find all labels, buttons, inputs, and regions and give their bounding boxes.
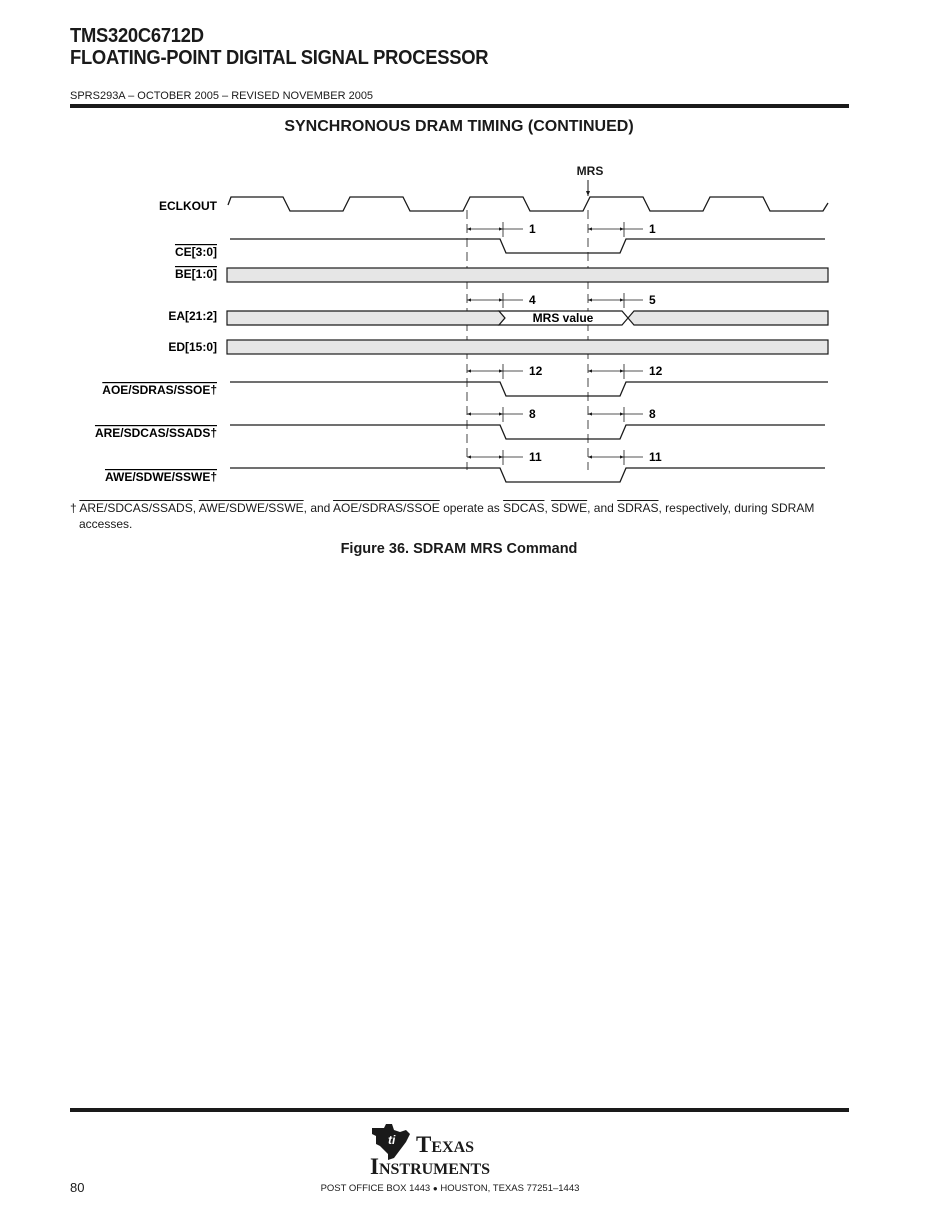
logo-line-1: Texas — [416, 1132, 475, 1157]
footnote-text: , and — [303, 501, 334, 515]
footnote-signal-aoe: AOE/SDRAS/SSOE — [333, 501, 440, 515]
header-rule — [70, 104, 849, 108]
footnote-text: , respectively, during SDRAM — [658, 501, 815, 515]
awe-waveform — [230, 468, 825, 482]
address-po-box: POST OFFICE BOX 1443 — [320, 1183, 431, 1194]
footnote-line-2: accesses. — [79, 517, 133, 531]
signal-label-aoe: AOE/SDRAS/SSOE† — [102, 383, 217, 397]
footnote-text: operate as — [439, 501, 504, 515]
logo-line-2: Instruments — [370, 1154, 491, 1179]
mrs-command-label: MRS — [576, 164, 604, 178]
timing-label-ce-left: 1 — [529, 222, 536, 236]
section-title: SYNCHRONOUS DRAM TIMING (CONTINUED) — [284, 118, 634, 135]
footnote-sdwe: SDWE — [551, 501, 588, 515]
timing-label-are-right: 8 — [649, 407, 656, 421]
footnote-sdras: SDRAS — [617, 501, 659, 515]
signal-label-be: BE[1:0] — [174, 267, 217, 281]
timing-label-ea-right: 5 — [649, 293, 656, 307]
ea-bus-before — [227, 311, 505, 325]
timing-awe — [467, 450, 662, 465]
svg-text:ti: ti — [388, 1133, 396, 1147]
ea-mrs-value-label: MRS value — [532, 311, 594, 325]
footnote-text: , and — [587, 501, 618, 515]
bullet-icon: ● — [432, 1184, 438, 1193]
timing-label-aoe-right: 12 — [649, 364, 663, 378]
footnote-signal-are: ARE/SDCAS/SSADS — [79, 501, 193, 515]
dagger-mark: † — [70, 501, 77, 515]
footer-address — [0, 1183, 900, 1194]
ed-bus — [227, 340, 828, 354]
signal-label-ea: EA[21:2] — [168, 309, 217, 323]
footnote-signal-awe: AWE/SDWE/SSWE — [198, 501, 304, 515]
document-reference: SPRS293A – OCTOBER 2005 – REVISED NOVEMBER 2005 — [70, 90, 374, 102]
page-number: 80 — [70, 1180, 85, 1195]
signal-label-eclkout: ECLKOUT — [159, 199, 217, 213]
footnote-line-1 — [70, 500, 850, 516]
timing-diagram — [0, 155, 950, 495]
part-number: TMS320C6712D — [70, 25, 204, 47]
timing-label-ce-right: 1 — [649, 222, 656, 236]
ea-bus-after — [628, 311, 828, 325]
eclkout-waveform — [228, 197, 828, 211]
aoe-waveform — [230, 382, 828, 396]
timing-aoe — [467, 364, 663, 379]
footnote-text: , — [544, 501, 552, 515]
timing-ea — [467, 293, 656, 308]
timing-ce — [467, 222, 656, 237]
address-city: HOUSTON, TEXAS 77251–1443 — [440, 1183, 580, 1194]
signal-label-awe: AWE/SDWE/SSWE† — [104, 470, 217, 484]
footnote-text: , — [192, 501, 199, 515]
signal-label-ce: CE[3:0] — [174, 245, 217, 259]
document-title: FLOATING-POINT DIGITAL SIGNAL PROCESSOR — [70, 47, 489, 69]
figure-caption: Figure 36. SDRAM MRS Command — [340, 541, 578, 557]
timing-label-awe-right: 11 — [649, 450, 662, 464]
footer-rule — [70, 1108, 849, 1112]
timing-label-aoe-left: 12 — [529, 364, 543, 378]
footnote — [70, 500, 850, 532]
be-bus — [227, 268, 828, 282]
ce-waveform — [230, 239, 825, 253]
timing-label-ea-left: 4 — [529, 293, 536, 307]
timing-are — [467, 407, 656, 422]
footnote-sdcas: SDCAS — [503, 501, 545, 515]
timing-label-awe-left: 11 — [529, 450, 542, 464]
signal-label-ed: ED[15:0] — [168, 340, 217, 354]
timing-label-are-left: 8 — [529, 407, 536, 421]
are-waveform — [230, 425, 825, 439]
signal-label-are: ARE/SDCAS/SSADS† — [94, 426, 217, 440]
